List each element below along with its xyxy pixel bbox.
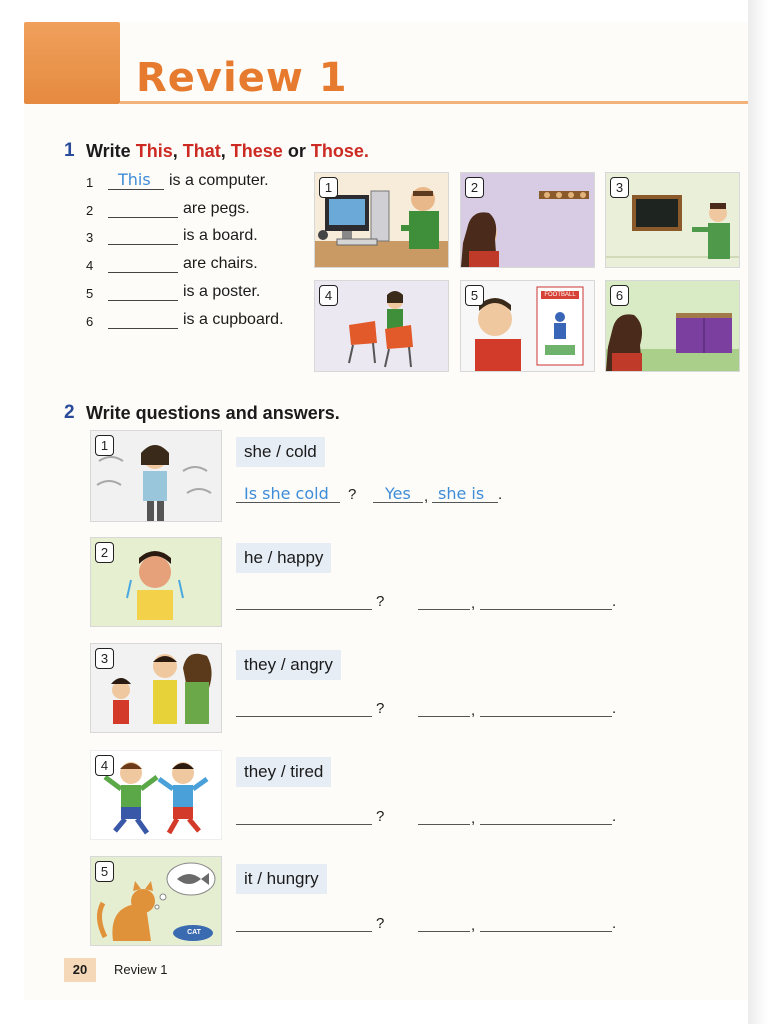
question-mark: ?: [348, 486, 357, 503]
comma: ,: [471, 810, 476, 827]
title-tab: [24, 22, 120, 104]
comma: ,: [471, 702, 476, 719]
short-answer-blank-2[interactable]: [480, 698, 612, 717]
question-blank[interactable]: [236, 806, 372, 825]
picture-they-tired: [90, 750, 222, 840]
exercise-1-number: 1: [64, 140, 75, 161]
poster-label: FOOTBALL: [544, 292, 576, 298]
picture-number-badge: 3: [610, 177, 629, 198]
picture-they-angry: [90, 643, 222, 733]
answer-blank[interactable]: [108, 171, 164, 190]
keyword-those: Those: [310, 141, 364, 161]
prompt-they-tired: they / tired: [236, 757, 331, 787]
page-title: Review 1: [136, 55, 348, 101]
comma: ,: [424, 488, 429, 505]
page-number: 20: [64, 958, 96, 982]
question-blank[interactable]: [236, 698, 372, 717]
full-stop: .: [612, 700, 617, 717]
short-answer-blank-1[interactable]: [418, 806, 470, 825]
answer-blank[interactable]: [108, 254, 178, 273]
answer-blank[interactable]: [108, 226, 178, 245]
question-blank[interactable]: [236, 591, 372, 610]
question-blank[interactable]: [236, 484, 340, 503]
picture-she-cold: [90, 430, 222, 522]
comma: ,: [471, 917, 476, 934]
picture-computer: [314, 172, 449, 268]
prompt-she-cold: she / cold: [236, 437, 325, 467]
short-answer-blank-1[interactable]: [418, 913, 470, 932]
page-edge-shadow: [748, 0, 768, 1024]
prompt-it-hungry: it / hungry: [236, 864, 327, 894]
picture-he-happy: [90, 537, 222, 627]
prompt-he-happy: he / happy: [236, 543, 331, 573]
picture-number-badge: 2: [465, 177, 484, 198]
picture-number-badge: 3: [95, 648, 114, 669]
full-stop: .: [612, 593, 617, 610]
answer-blank[interactable]: [108, 199, 178, 218]
question-mark: ?: [376, 700, 385, 717]
picture-number-badge: 1: [319, 177, 338, 198]
instruction-or: or: [287, 141, 306, 161]
short-answer-blank-2[interactable]: [480, 806, 612, 825]
question-blank[interactable]: [236, 913, 372, 932]
picture-number-badge: 2: [95, 542, 114, 563]
handwritten-answer: This: [118, 170, 151, 189]
exercise-2-instruction: Write questions and answers.: [86, 403, 340, 423]
question-mark: ?: [376, 593, 385, 610]
picture-cupboard: [605, 280, 740, 372]
picture-number-badge: 4: [95, 755, 114, 776]
picture-poster: [460, 280, 595, 372]
ex1-item: 5 is a poster.: [86, 283, 261, 301]
ex1-item: 4 are chairs.: [86, 255, 258, 273]
picture-number-badge: 6: [610, 285, 629, 306]
short-answer-blank-1[interactable]: [418, 591, 470, 610]
footer-label: Review 1: [114, 962, 168, 977]
exercise-1-instruction: Write This, That, These or Those.: [86, 141, 369, 161]
ex1-item: 3 is a board.: [86, 227, 258, 245]
handwritten-short-answer: she is: [438, 484, 485, 503]
short-answer-blank-2[interactable]: [480, 913, 612, 932]
bowl-label: CAT: [187, 929, 201, 936]
picture-chairs: [314, 280, 449, 372]
short-answer-blank-2[interactable]: [432, 484, 498, 503]
instruction-write: Write: [86, 141, 131, 161]
full-stop: .: [612, 915, 617, 932]
question-mark: ?: [376, 915, 385, 932]
picture-number-badge: 5: [95, 861, 114, 882]
handwritten-short-answer: Yes: [385, 484, 411, 503]
short-answer-blank-2[interactable]: [480, 591, 612, 610]
exercise-2-number: 2: [64, 402, 75, 423]
title-rule: [120, 101, 748, 104]
prompt-they-angry: they / angry: [236, 650, 341, 680]
keyword-that: That: [182, 141, 221, 161]
ex1-item: 1 This is a computer.: [86, 170, 269, 190]
short-answer-blank-1[interactable]: [373, 484, 423, 503]
short-answer-blank-1[interactable]: [418, 698, 470, 717]
ex1-item: 6 is a cupboard.: [86, 311, 284, 329]
question-mark: ?: [376, 808, 385, 825]
comma: ,: [471, 595, 476, 612]
picture-it-hungry: [90, 856, 222, 946]
keyword-this: This: [135, 141, 173, 161]
full-stop: .: [612, 808, 617, 825]
ex1-item: 2 are pegs.: [86, 200, 250, 218]
picture-number-badge: 4: [319, 285, 338, 306]
picture-board: [605, 172, 740, 268]
full-stop: .: [498, 486, 503, 503]
keyword-these: These: [230, 141, 283, 161]
answer-blank[interactable]: [108, 282, 178, 301]
picture-pegs: [460, 172, 595, 268]
answer-blank[interactable]: [108, 310, 178, 329]
picture-number-badge: 5: [465, 285, 484, 306]
picture-number-badge: 1: [95, 435, 114, 456]
handwritten-question: Is she cold: [244, 484, 329, 503]
